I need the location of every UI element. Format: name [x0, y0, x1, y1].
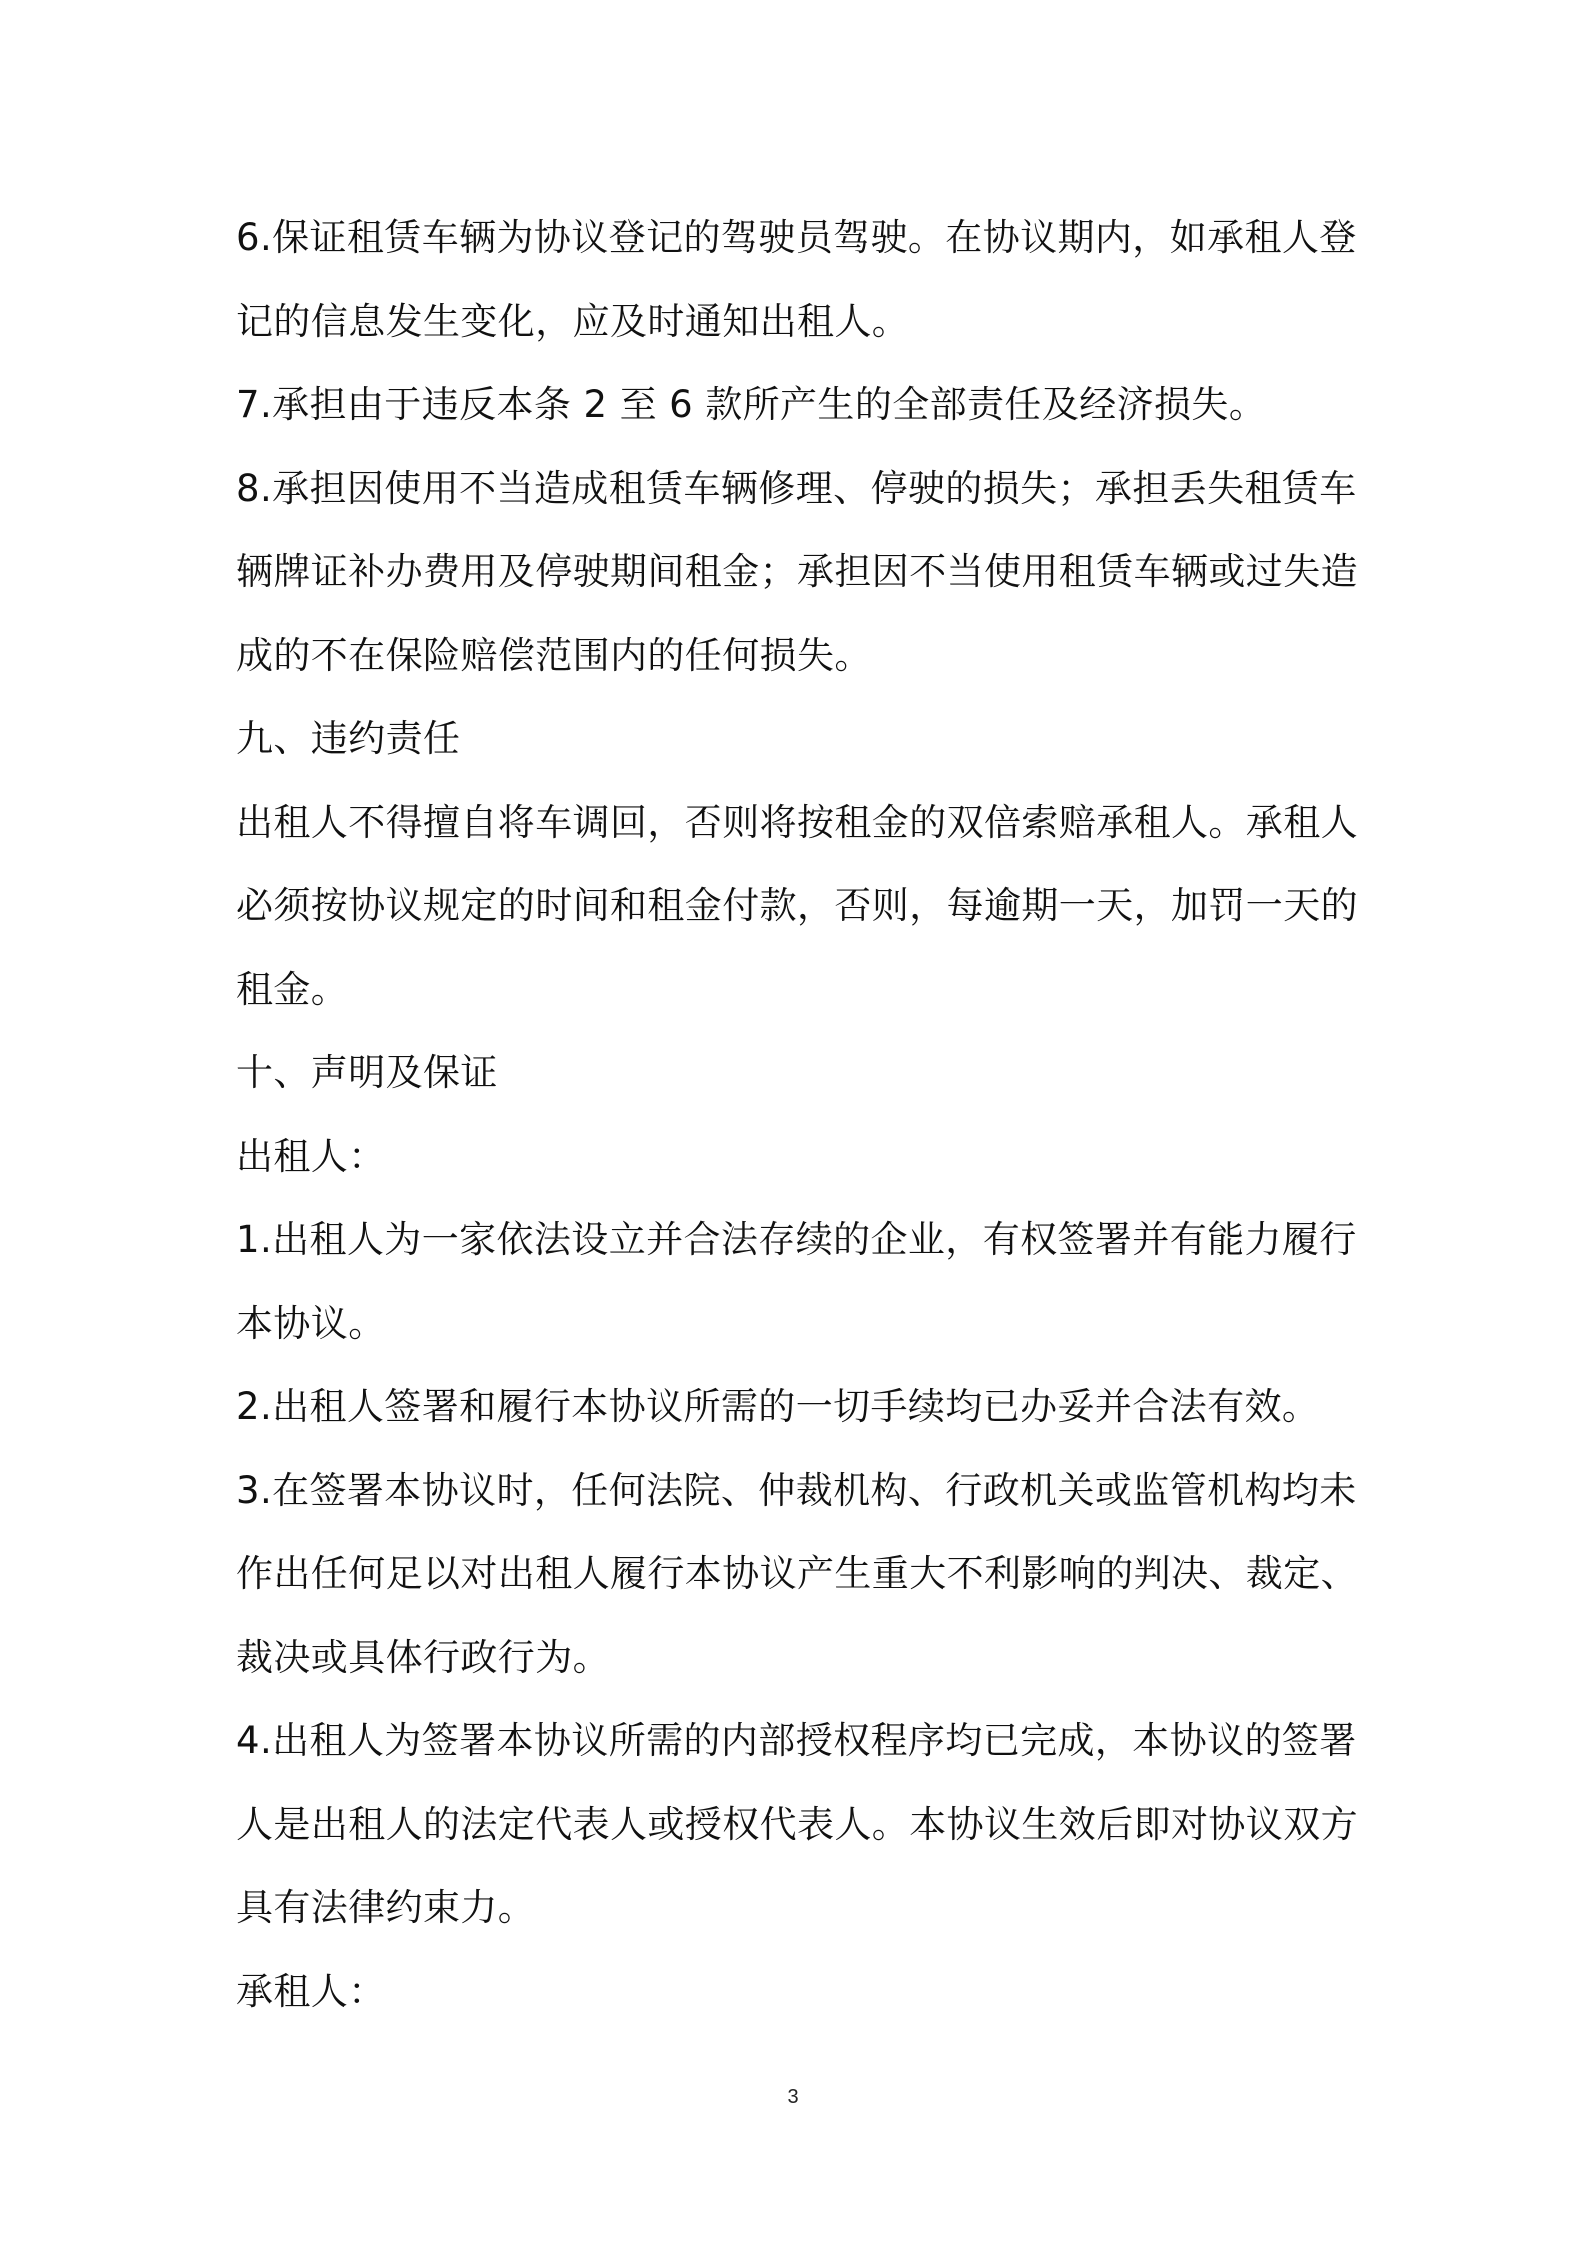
- text-line: 租金。: [236, 967, 349, 1011]
- text-line: 具有法律约束力。: [236, 1886, 536, 1929]
- document-body: [236, 196, 1356, 2033]
- text-line: 6.保证租赁车辆为协议登记的驾驶员驾驶。在协议期内，如承租人登: [236, 216, 1357, 259]
- text-line: 4.出租人为签署本协议所需的内部授权程序均已完成，本协议的签署: [236, 1719, 1357, 1762]
- page-number: 3: [787, 2086, 799, 2108]
- party-label: 出租人：: [236, 1134, 386, 1178]
- section-heading: 十、声明及保证: [236, 1051, 498, 1094]
- text-line: 8.承担因使用不当造成租赁车辆修理、停驶的损失；承担丢失租赁车: [236, 466, 1357, 510]
- text-line: 1.出租人为一家依法设立并合法存续的企业，有权签署并有能力履行: [236, 1218, 1357, 1261]
- text-line: 裁决或具体行政行为。: [236, 1635, 610, 1679]
- text-line: 辆牌证补办费用及停驶期间租金；承担因不当使用租赁车辆或过失造: [236, 550, 1358, 593]
- party-label: 承租人：: [236, 1969, 386, 2013]
- text-line: 7.承担由于违反本条 2 至 6 款所产生的全部责任及经济损失。: [236, 383, 1267, 426]
- text-line: 3.在签署本协议时，任何法院、仲裁机构、行政机关或监管机构均未: [236, 1468, 1357, 1512]
- text-line: 本协议。: [236, 1301, 386, 1345]
- text-line: 人是出租人的法定代表人或授权代表人。本协议生效后即对协议双方: [236, 1802, 1358, 1846]
- text-line: 2.出租人签署和履行本协议所需的一切手续均已办妥并合法有效。: [236, 1385, 1320, 1428]
- text-line: 出租人不得擅自将车调回，否则将按租金的双倍索赔承租人。承租人: [236, 800, 1358, 844]
- section-heading: 九、违约责任: [236, 717, 461, 760]
- text-line: 必须按协议规定的时间和租金付款，否则，每逾期一天，加罚一天的: [236, 884, 1358, 927]
- text-line: 作出任何足以对出租人履行本协议产生重大不利影响的判决、裁定、: [236, 1552, 1358, 1595]
- text-line: 成的不在保险赔偿范围内的任何损失。: [236, 633, 872, 677]
- text-line: 记的信息发生变化，应及时通知出租人。: [236, 299, 910, 343]
